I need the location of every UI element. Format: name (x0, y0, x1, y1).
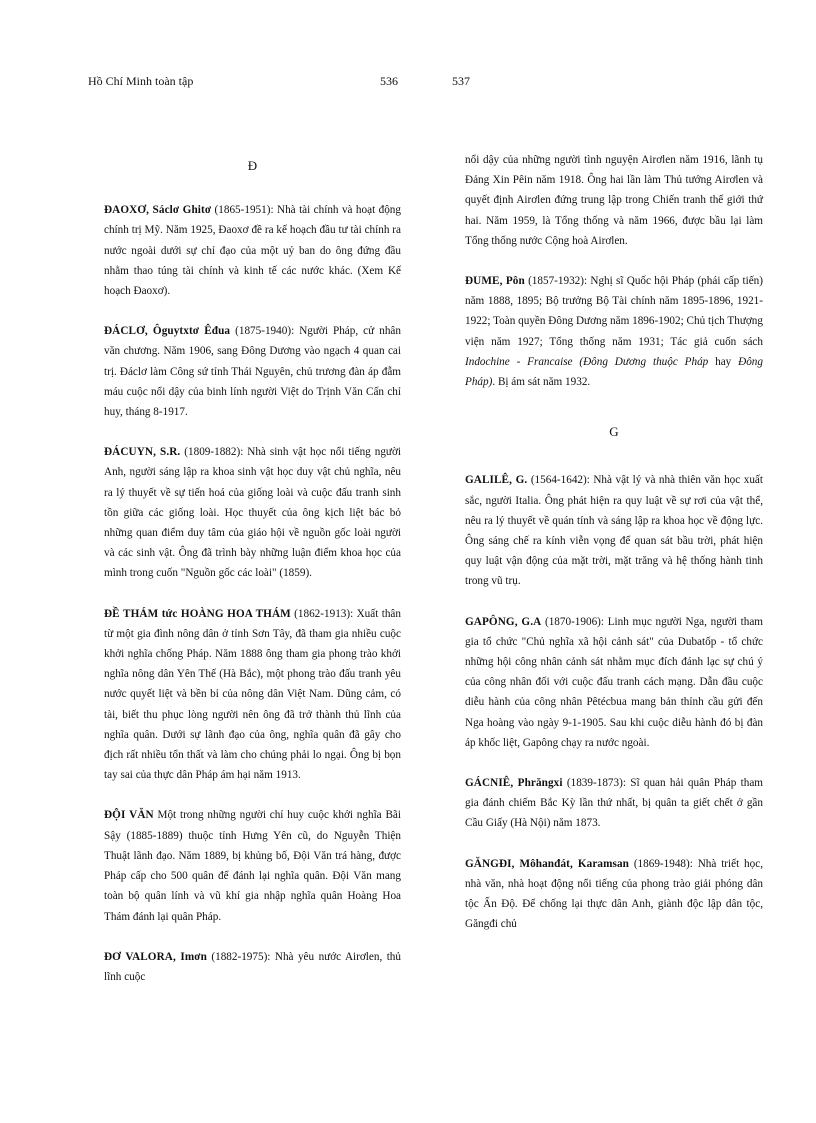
book-title-italic: Indochine - Francaise (Đông Dương thuộc Pháp (465, 355, 709, 368)
entry-text: (1875-1940): Người Pháp, cử nhân văn chương. Năm 1906, sang Đông Dương vào ngạch 4 quan cai trị. Đáclơ làm Công sứ tỉnh Thái Nguyên, chủ trương đàn áp đẫm máu cuộc nổi dậy của binh lính người Việt do Trịnh Văn Cấn chỉ huy, tháng 8-1917. (104, 325, 401, 419)
entry-text: (1862-1913): Xuất thân từ một gia đình nông dân ở tỉnh Sơn Tây, đã tham gia nhiều cuộc khởi nghĩa chống Pháp. Năm 1888 ông tham gia phong trào khởi nghĩa nông dân Yên Thế (Hà Bắc), một phong trào đấu tranh yêu nước quyết liệt và bền bỉ của nông dân Việt Nam. Dũng cảm, có tài, biết thu phục lòng người nên ông đã trở thành thủ lĩnh của nghĩa quân. Dưới sự lãnh đạo của ông, nghĩa quân đã gây cho địch rất nhiều tổn thất và làm cho chúng phải lo ngại. Ông bị bọn tay sai của thực dân Pháp ám hại năm 1913. (104, 607, 401, 782)
entry-text: (1857-1932): Nghị sĩ Quốc hội Pháp (phái cấp tiến) năm 1888, 1895; Bộ trưởng Bộ Tài chính năm 1895-1896, 1921-1922; Toàn quyền Đông Dương năm 1896-1902; Chủ tịch Thượng viện năm 1927; Tổng thống năm 1931; Tác giả cuốn sách (465, 275, 763, 348)
glossary-entry (104, 805, 401, 926)
entry-term: GAPÔNG, G.A (465, 615, 542, 628)
glossary-entry (104, 947, 401, 987)
glossary-entry (465, 854, 763, 935)
entry-text: Một trong những người chỉ huy cuộc khởi nghĩa Bãi Sậy (1885-1889) thuộc tỉnh Hưng Yên cũ, do Nguyễn Thiện Thuật lãnh đạo. Năm 1889, bị khủng bố, Đội Văn trá hàng, được Pháp cấp cho 500 quân để đánh lại nghĩa quân. Đội Văn mang toàn bộ quân lính và vũ khí gia nhập nghĩa quân Hoàng Hoa Thám đánh lại quân Pháp. (104, 809, 401, 923)
entry-text: (1870-1906): Linh mục người Nga, người tham gia tổ chức "Chủ nghĩa xã hội cảnh sát" của Dubatốp - tổ chức những hội công nhân cảnh sát nhằm mục đích đánh lạc sự chú ý của công nhân đối với cuộc đấu tranh cách mạng. Dẫn đầu cuộc diễu hành của công nhân Pêtécbua mang bản thỉnh cầu gửi đến Nga hoàng vào ngày 9-1-1905. Sau khi cuộc diễu hành đó bị đàn áp khốc liệt, Gapông chạy ra nước ngoài. (465, 615, 763, 749)
page-number-right: 537 (452, 74, 470, 88)
entry-text: (1839-1873): Sĩ quan hải quân Pháp tham gia đánh chiếm Bắc Kỳ lần thứ nhất, bị quân ta giết chết ở gần Cầu Giấy (Hà Nội) năm 1873. (465, 777, 763, 830)
glossary-entry (465, 773, 763, 834)
entry-text: (1869-1948): Nhà triết học, nhà văn, nhà hoạt động nổi tiếng của phong trào giải phóng dân tộc Ấn Độ. Để chống lại thực dân Anh, giành độc lập dân tộc, Găngđi chủ (465, 857, 764, 931)
entry-term: ĐƠ VALORA, Imơn (104, 950, 207, 963)
glossary-entry (104, 321, 401, 422)
entry-term: GÁCNIÊ, Phrăngxi (465, 777, 563, 790)
section-letter-g: G (609, 424, 619, 440)
glossary-entry (465, 612, 763, 753)
page-number-left: 536 (380, 74, 398, 88)
entry-term: ĐÁCLƠ, Ôguytxtơ Êđua (104, 325, 231, 338)
entry-term: GĂNGĐI, Môhanđát, Karamsan (465, 857, 629, 870)
entry-text: (1564-1642): Nhà vật lý và nhà thiên văn học xuất sắc, người Italia. Ông phát hiện ra quy luật về sự rơi của vật thể, nêu ra lý thuyết về quán tính và sáng lập ra khoa học về động lực. Ông sáng chế ra kính viễn vọng để quan sát bầu trời, phát hiện quy luật vận động của mặt trời, mặt trăng và hệ thống hành tinh trong vũ trụ. (465, 474, 763, 588)
section-letter-d: Đ (247, 158, 258, 173)
entry-text: . Bị ám sát năm 1932. (492, 376, 591, 389)
glossary-entry (465, 271, 763, 392)
entry-text: (1865-1951): Nhà tài chính và hoạt động chính trị Mỹ. Năm 1925, Đaoxơ đề ra kế hoạch đầu tư tài chính ra nước ngoài dưới sự chỉ đạo của một uỷ ban do ông đứng đầu nhằm thao túng tài chính và kinh tế các nước khác. (Xem Kế hoạch Đaoxơ). (104, 204, 401, 298)
entry-term: ĐỀ THÁM tức HOÀNG HOA THÁM (104, 607, 291, 620)
book-title-italic: Đông Pháp) (465, 355, 763, 389)
right-column (465, 150, 763, 955)
entry-continuation: nổi dậy của những người tình nguyện Airơlen năm 1916, lãnh tụ Đảng Xin Pêin năm 1918. Ông hai lần làm Thủ tướng Airơlen và quyết định Airơlen đứng trung lập trong Chiến tranh thế giới thứ hai. Năm 1959, là Tổng thống và năm 1966, được bầu lại làm Tổng thống nước Cộng hoà Airơlen. (465, 154, 763, 247)
entry-term: GALILÊ, G. (465, 474, 528, 487)
entry-text: hay (708, 355, 739, 368)
book-title: Hồ Chí Minh toàn tập (88, 74, 194, 88)
glossary-entry (104, 604, 401, 786)
entry-text: (1809-1882): Nhà sinh vật học nổi tiếng người Anh, người sáng lập ra khoa sinh vật học duy vật chủ nghĩa, nêu ra lý thuyết về sự tiến hoá của giống loài và cuộc đấu tranh sinh tồn giữa các giống loài. Học thuyết của ông kịch liệt bác bỏ những quan điểm duy tâm của giáo hội về nguồn gốc loài người và các sinh vật. Ông đã trình bày những luận điểm khoa học của mình trong cuốn "Nguồn gốc các loài" (1859). (104, 446, 401, 580)
entry-term: ĐAOXƠ, Sáclơ Ghitơ (104, 204, 212, 217)
entry-term: ĐUME, Pôn (465, 275, 525, 288)
glossary-entry (465, 470, 763, 591)
entry-text: (1882-1975): Nhà yêu nước Airơlen, thủ lĩnh cuộc (104, 950, 401, 983)
glossary-entry (104, 200, 401, 301)
entry-term: ĐÁCUYN, S.R. (104, 446, 181, 459)
left-column (104, 150, 401, 1007)
entry-term: ĐỘI VĂN (104, 809, 154, 822)
glossary-entry (104, 442, 401, 583)
page-header (0, 74, 816, 96)
